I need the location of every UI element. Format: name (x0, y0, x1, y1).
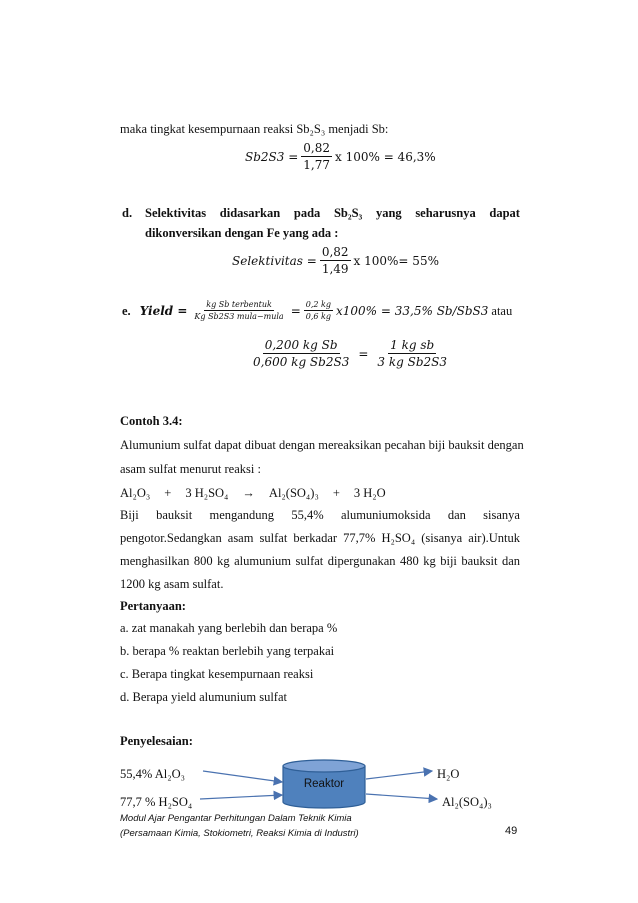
yield-f2-denominator: 0,6 kg (305, 312, 331, 321)
output-arrow-2 (366, 794, 437, 799)
reaction-plus: + (164, 486, 172, 500)
input-arrow-1 (203, 771, 282, 782)
paragraph-word: bauksit (156, 508, 193, 522)
item-d-word: yang (375, 206, 402, 220)
question-item: c. Berapa tingkat kesempurnaan reaksi (120, 667, 314, 681)
footer-line1: Modul Ajar Pengantar Perhitungan Dalam Teknik Kimia (120, 813, 352, 824)
question-item: d. Berapa yield alumunium sulfat (120, 690, 287, 704)
yield-f2-numerator: 0,2 kg (305, 300, 331, 309)
product-aluminium-sulfate: Al₂(SO₄)₃ (268, 486, 319, 500)
eq2-numerator: 0,82 (321, 245, 349, 259)
item-d-word: Sb₂S₃ (333, 206, 363, 220)
eq3-f1-denominator: 0,600 kg Sb2S3 (253, 355, 350, 369)
eq3-f2-denominator: 3 kg Sb2S3 (377, 355, 447, 369)
item-d-word: dapat (489, 206, 520, 220)
page-number: 49 (505, 825, 518, 837)
input-stream-1-label: 55,4% Al₂O₃ (120, 767, 185, 781)
eq2-rhs: x 100%= 55% (353, 253, 439, 268)
reaction-plus: + (332, 486, 340, 500)
yield-rhs: x100% = 33,5% Sb/SbS3 (336, 303, 489, 318)
output-stream-1-label: H₂O (437, 767, 460, 781)
intro-line: maka tingkat kesempurnaan reaksi Sb₂S₃ menjadi Sb: (120, 122, 389, 136)
item-e-marker: e. (122, 303, 131, 318)
reactor-label: Reaktor (303, 778, 345, 790)
questions-title: Pertanyaan: (120, 599, 186, 613)
eq1-rhs: x 100% = 46,3% (334, 149, 436, 164)
eq1-denominator: 1,77 (303, 158, 330, 172)
output-arrow-1 (366, 771, 432, 779)
yield-f1-numerator: kg Sb terbentuk (206, 300, 272, 309)
paragraph-word: mengandung (209, 508, 275, 522)
output-stream-2-label: Al₂(SO₄)₃ (442, 795, 492, 809)
example-line1: Alumunium sulfat dapat dibuat dengan mereaksikan pecahan biji bauksit dengan (120, 438, 524, 452)
eq1-lhs: Sb2S3 = (245, 149, 299, 164)
example-paragraph-line2: pengotor.Sedangkan asam sulfat berkadar 77,7% H₂SO₄ (sisanya air).Untuk (120, 531, 520, 545)
item-d-word: didasarkan (219, 206, 281, 220)
item-d-marker: d. (122, 206, 133, 220)
item-d-word: Selektivitas (145, 206, 207, 220)
yield-equals: = (290, 303, 301, 318)
yield-label: Yield = (139, 303, 188, 318)
example-paragraph-line4: 1200 kg asam sulfat. (120, 577, 224, 591)
reactant-alumina: Al₂O₃ (120, 486, 151, 500)
eq2-lhs: Selektivitas = (232, 253, 317, 268)
item-d-word: seharusnya (415, 206, 476, 220)
eq3-f1-numerator: 0,200 kg Sb (264, 338, 338, 352)
paragraph-word: dan (447, 508, 466, 522)
paragraph-word: alumuniumoksida (340, 508, 431, 522)
paragraph-word: Biji (120, 508, 139, 522)
solution-title: Penyelesaian: (120, 734, 193, 748)
eq3-f2-numerator: 1 kg sb (390, 338, 435, 352)
question-item: a. zat manakah yang berlebih dan berapa % (120, 621, 338, 635)
footer-line2: (Persamaan Kimia, Stokiometri, Reaksi Kimia di Industri) (120, 828, 359, 839)
paragraph-word: 55,4% (291, 508, 324, 522)
paragraph-word: sisanya (483, 508, 520, 522)
question-item: b. berapa % reaktan berlebih yang terpakai (120, 644, 335, 658)
item-d-line2: dikonversikan dengan Fe yang ada : (145, 226, 339, 240)
reaction-arrow: → (242, 486, 255, 500)
eq1-numerator: 0,82 (303, 141, 330, 155)
input-arrow-2 (200, 795, 282, 799)
item-d-word: pada (293, 206, 321, 220)
yield-f1-denominator: Kg Sb2S3 mula−mula (194, 312, 284, 321)
eq2-denominator: 1,49 (321, 262, 349, 276)
input-stream-2-label: 77,7 % H₂SO₄ (120, 795, 193, 809)
example-paragraph-line3: menghasilkan 800 kg alumunium sulfat dipergunakan 480 kg biji bauksit dan (120, 554, 520, 568)
example-title: Contoh 3.4: (120, 414, 183, 428)
product-water: 3 H₂O (353, 486, 386, 500)
reactant-sulfuric-acid: 3 H₂SO₄ (185, 486, 229, 500)
yield-tail: atau (491, 303, 513, 318)
example-line2: asam sulfat menurut reaksi : (120, 462, 261, 476)
eq3-equals: = (358, 346, 369, 361)
